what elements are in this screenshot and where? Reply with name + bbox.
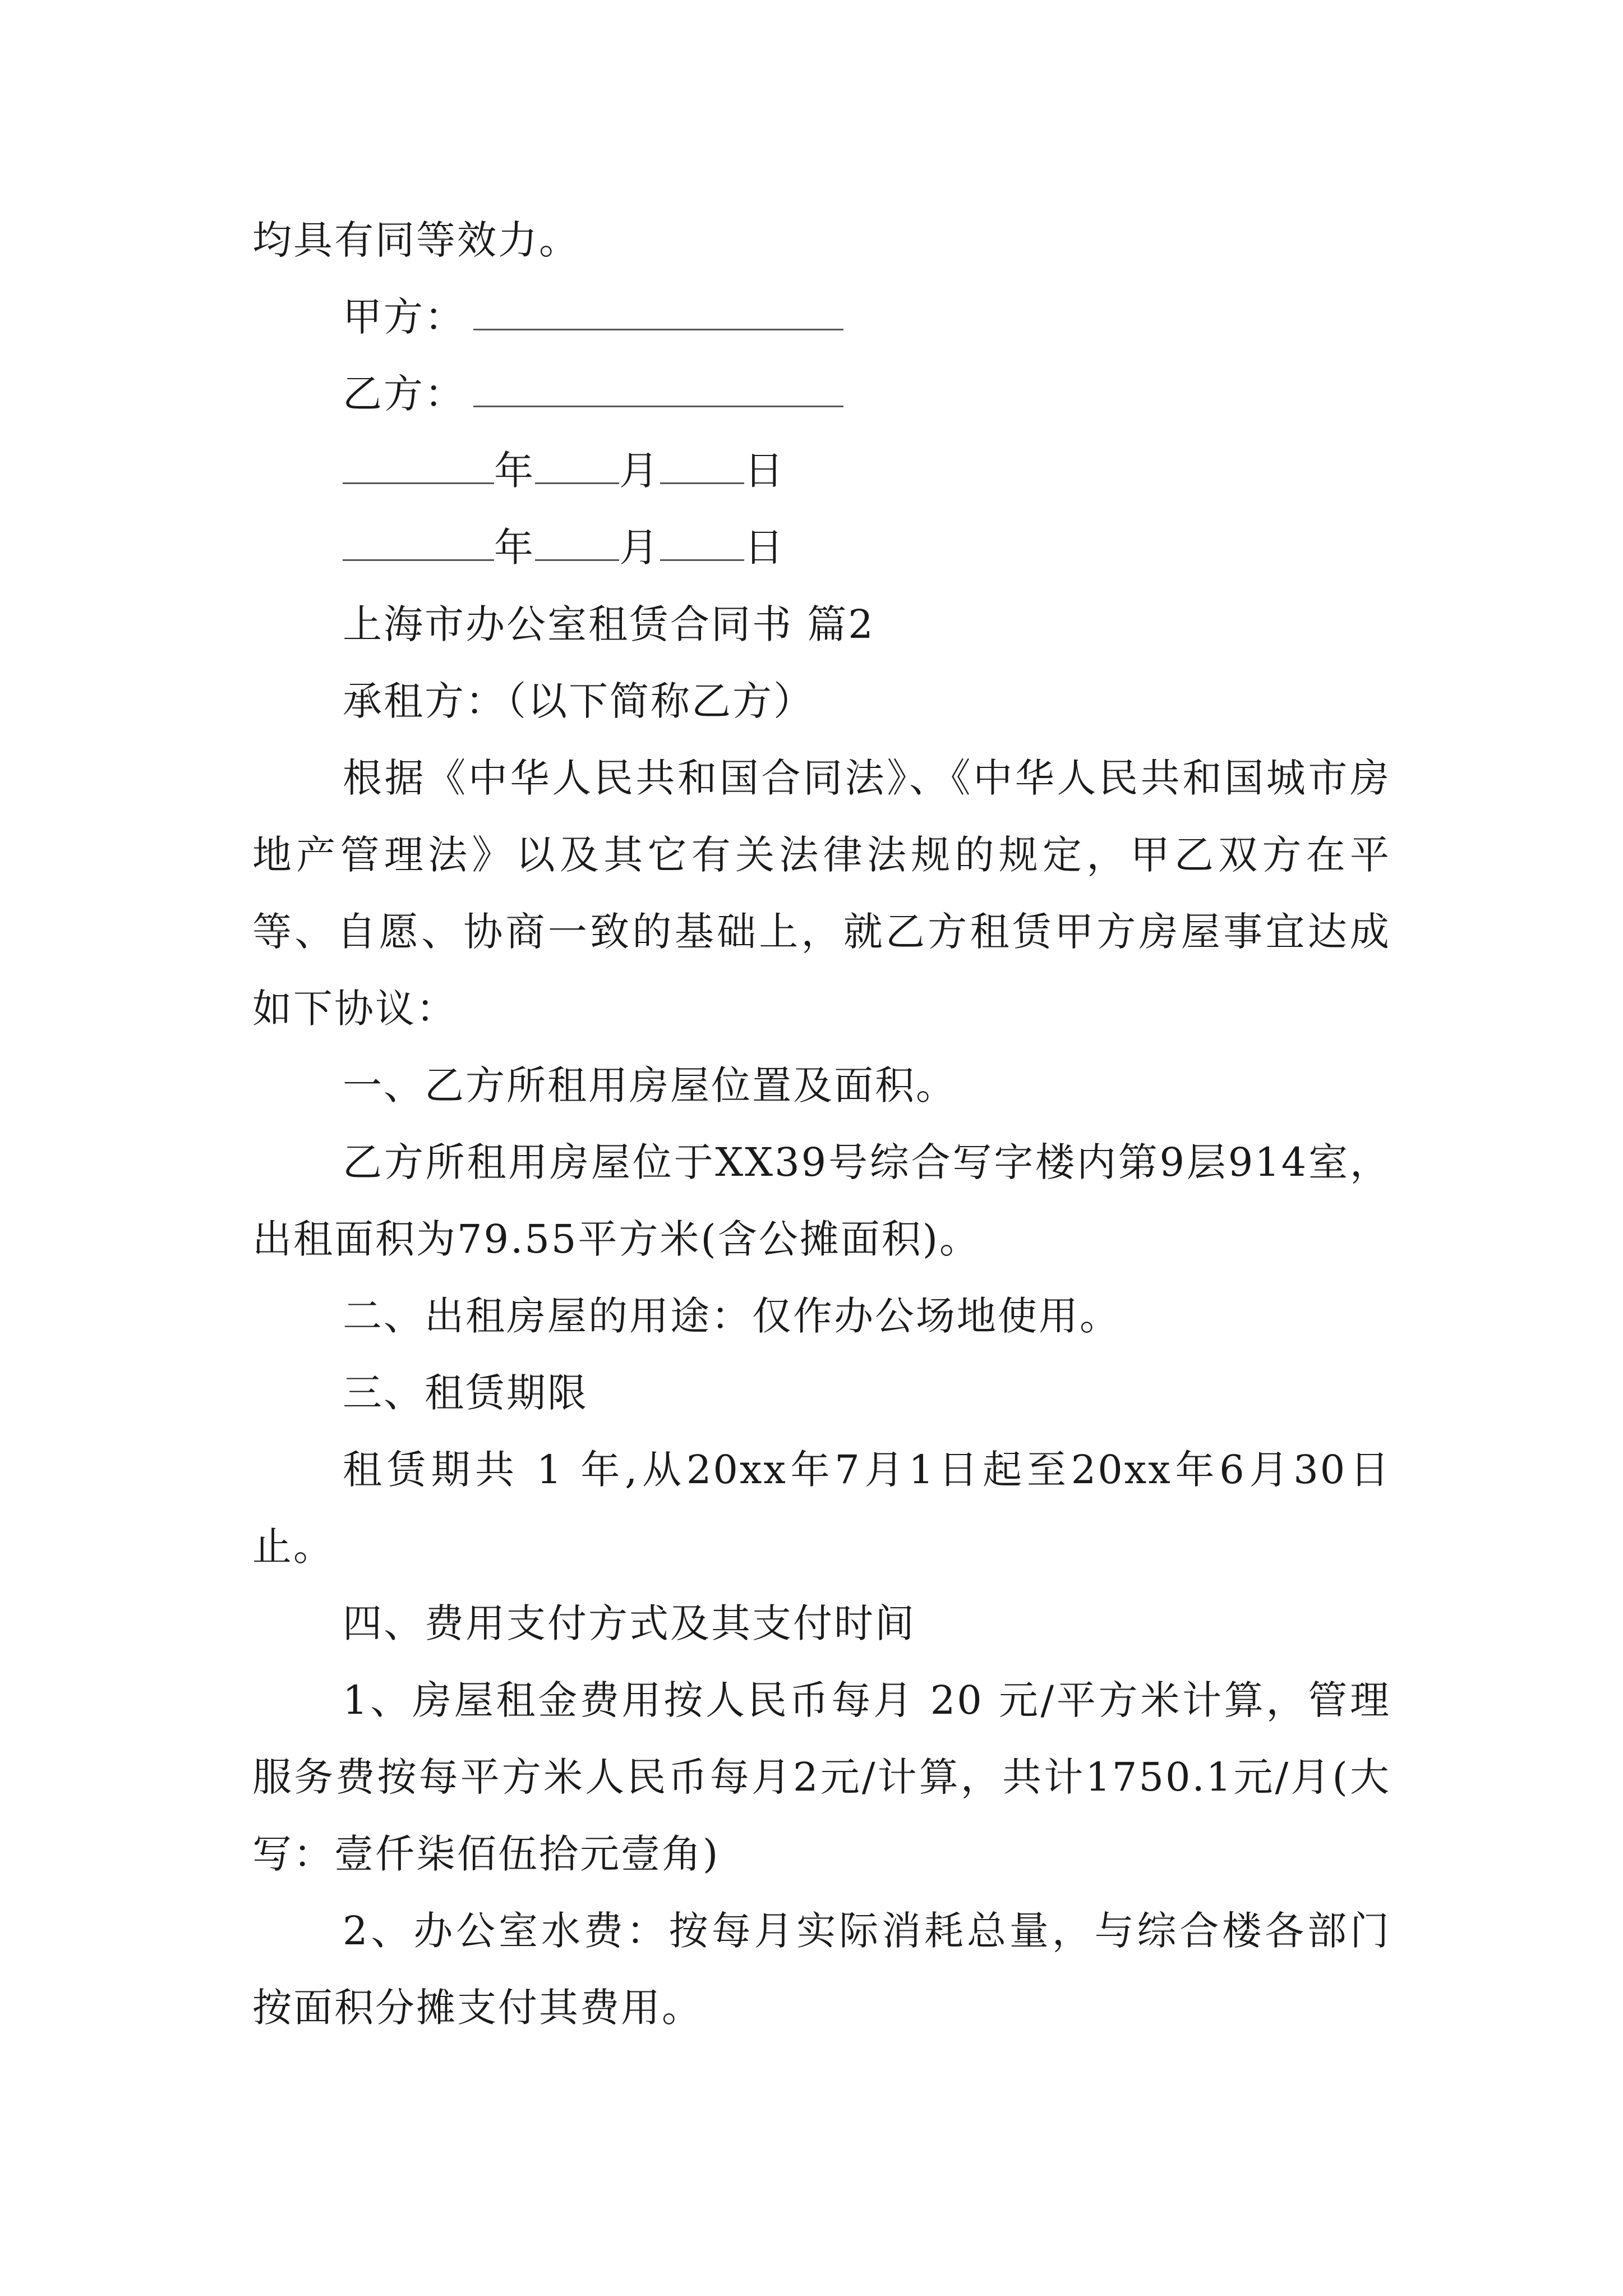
section-4-item-1: 1、房屋租金费用按人民币每月 20 元/平方米计算，管理服务费按每平方米人民币每月2元/计算，共计1750.1元/月(大写：壹仟柒佰伍拾元壹角) (252, 1677, 1391, 1877)
section-1-title: 一、乙方所租用房屋位置及面积。 (343, 1062, 957, 1108)
contract-title: 上海市办公室租赁合同书 篇2 (343, 601, 875, 647)
document-body (252, 202, 1391, 2046)
day-blank (660, 445, 744, 484)
year-label: 年 (494, 448, 535, 494)
month-blank (535, 445, 619, 484)
day-blank (660, 522, 744, 561)
month-label: 月 (619, 524, 660, 570)
paragraph-effect: 均具有同等效力。 (252, 217, 580, 263)
day-label: 日 (744, 524, 785, 570)
year-label: 年 (494, 524, 535, 570)
date-line-2 (252, 509, 1391, 586)
section-1-body: 乙方所租用房屋位于XX39号综合写字楼内第9层914室，出租面积为79.55平方米(含公摊面积)。 (252, 1139, 1391, 1262)
intro-paragraph: 根据《中华人民共和国合同法》、《中华人民共和国城市房地产管理法》以及其它有关法律法规的规定，甲乙双方在平等、自愿、协商一致的基础上，就乙方租赁甲方房屋事宜达成如下协议： (252, 755, 1391, 1032)
party-b-line (252, 356, 1391, 432)
section-3-body: 租赁期共 1 年,从20xx年7月1日起至20xx年6月30日止。 (252, 1447, 1391, 1570)
party-a-line (252, 279, 1391, 356)
party-b-label: 乙方： (343, 371, 465, 417)
month-blank (535, 522, 619, 561)
party-b-signature-blank (473, 366, 843, 407)
year-blank (343, 522, 494, 561)
day-label: 日 (744, 448, 785, 494)
section-4-title: 四、费用支付方式及其支付时间 (343, 1600, 916, 1646)
party-a-signature-blank (473, 289, 843, 330)
month-label: 月 (619, 448, 660, 494)
lessee-line: 承租方：（以下简称乙方） (343, 678, 814, 724)
date-line-1 (252, 432, 1391, 509)
section-3-title: 三、租赁期限 (343, 1370, 588, 1416)
party-a-label: 甲方： (343, 294, 465, 340)
year-blank (343, 445, 494, 484)
section-4-item-2: 2、办公室水费：按每月实际消耗总量，与综合楼各部门按面积分摊支付其费用。 (252, 1908, 1391, 2031)
section-2-title: 二、出租房屋的用途：仅作办公场地使用。 (343, 1293, 1121, 1339)
